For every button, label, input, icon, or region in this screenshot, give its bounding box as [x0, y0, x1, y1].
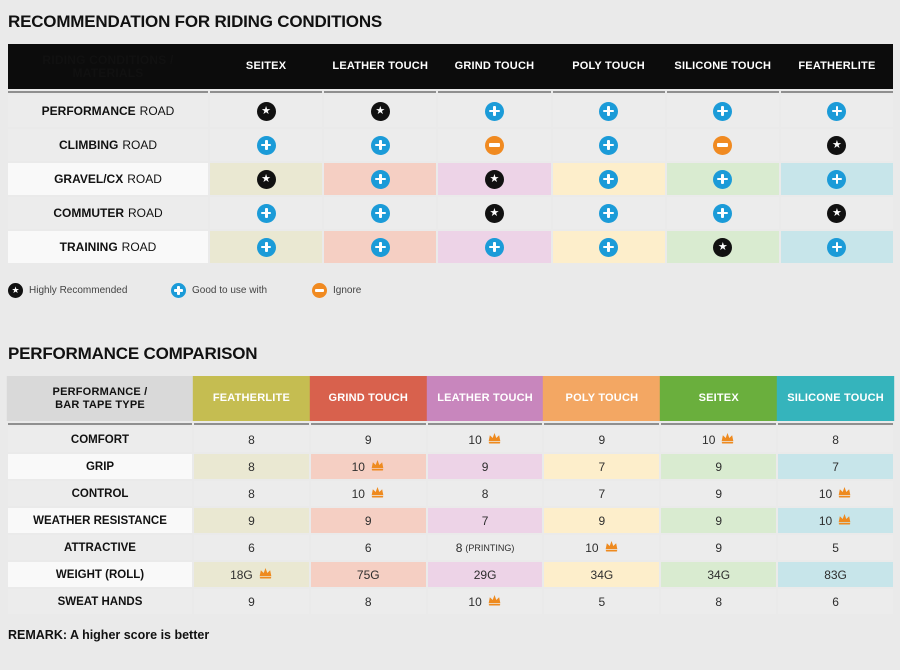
row-label: WEIGHT (ROLL)	[8, 562, 192, 587]
score-cell	[428, 427, 543, 452]
score-value: 9	[248, 594, 255, 609]
score-cell	[194, 589, 309, 614]
riding-conditions-title: RECOMMENDATION FOR RIDING CONDITIONS	[8, 12, 383, 31]
legend-item-plus	[171, 283, 270, 298]
score-cell	[311, 481, 426, 506]
header-divider	[8, 423, 893, 425]
row-label: WEATHER RESISTANCE	[8, 508, 192, 533]
recommendation-cell	[324, 231, 436, 263]
score-cell	[544, 481, 659, 506]
score-value: 34G	[707, 567, 731, 582]
column-header-leather-touch: LEATHER TOUCH	[332, 60, 429, 72]
score-cell	[661, 589, 776, 614]
row-label: GRIP	[8, 454, 192, 479]
score-value: 5	[832, 540, 839, 555]
score-value: 83G	[824, 567, 847, 582]
plus-icon	[827, 102, 846, 121]
divider-segment	[778, 423, 893, 425]
divider-segment	[544, 423, 659, 425]
score-value: 5	[598, 594, 606, 609]
recommendation-cell	[553, 197, 665, 229]
legend-item-star	[8, 283, 129, 298]
star-icon: ★	[827, 204, 846, 223]
performance-comparison-title: PERFORMANCE COMPARISON	[8, 344, 258, 363]
table-row-gravel-cx	[8, 163, 893, 195]
divider-segment	[667, 91, 779, 93]
table-row-comfort	[8, 427, 893, 452]
crown-icon	[720, 432, 735, 447]
recommendation-cell	[210, 197, 322, 229]
legend-label: Highly Recommended	[29, 285, 128, 296]
score-value: 8	[481, 486, 489, 501]
minus-icon	[713, 136, 732, 155]
recommendation-cell	[553, 95, 665, 127]
score-cell	[194, 562, 309, 587]
score-cell	[311, 589, 426, 614]
recommendation-cell	[781, 129, 893, 161]
score-cell	[661, 481, 776, 506]
column-header-leather-touch: LEATHER TOUCH	[428, 376, 543, 421]
score-cell	[778, 508, 893, 533]
score-cell	[428, 454, 543, 479]
plus-icon	[599, 204, 618, 223]
score-note: (PRINTING)	[465, 542, 515, 553]
plus-icon	[257, 238, 276, 257]
star-icon: ★	[257, 102, 276, 121]
column-header-seitex: SEITEX	[245, 60, 287, 72]
divider-segment	[781, 91, 893, 93]
recommendation-cell	[438, 197, 550, 229]
column-header-featherlite: FEATHERLITE	[798, 60, 876, 72]
legend	[8, 283, 893, 298]
crown-icon	[370, 486, 385, 501]
score-value: 8	[248, 432, 255, 447]
plus-icon	[257, 136, 276, 155]
row-label: SWEAT HANDS	[8, 589, 192, 614]
plus-icon	[485, 238, 504, 257]
score-cell	[661, 562, 776, 587]
plus-icon	[371, 136, 390, 155]
score-cell	[544, 562, 659, 587]
score-value: 10	[702, 432, 716, 447]
recommendation-cell	[438, 95, 550, 127]
divider-segment	[8, 423, 192, 425]
score-value: 9	[364, 432, 372, 447]
recommendation-cell	[210, 231, 322, 263]
divider-segment	[194, 423, 309, 425]
plus-icon	[371, 204, 390, 223]
plus-icon	[713, 204, 732, 223]
score-value: 10	[351, 459, 365, 474]
column-header-poly-touch: POLY TOUCH	[544, 376, 659, 421]
star-icon: ★	[371, 102, 390, 121]
score-cell	[661, 454, 776, 479]
score-cell	[311, 562, 426, 587]
score-cell	[311, 427, 426, 452]
plus-icon	[599, 102, 618, 121]
divider-segment	[553, 91, 665, 93]
plus-icon	[371, 170, 390, 189]
score-value: 29G	[473, 567, 497, 582]
score-value: 7	[598, 459, 606, 474]
minus-icon	[312, 283, 327, 298]
performance-header-row	[8, 376, 893, 421]
recommendation-cell	[324, 197, 436, 229]
score-value: 10	[818, 513, 833, 528]
score-cell	[544, 535, 659, 560]
star-icon: ★	[485, 204, 504, 223]
plus-icon	[599, 238, 618, 257]
score-cell	[661, 535, 776, 560]
divider-segment	[8, 91, 208, 93]
score-cell	[778, 454, 893, 479]
recommendation-cell	[324, 95, 436, 127]
recommendation-cell	[210, 163, 322, 195]
score-cell	[311, 535, 426, 560]
crown-icon	[604, 540, 619, 555]
recommendation-cell	[553, 129, 665, 161]
table-row-sweat-hands	[8, 589, 893, 614]
table-row-commuter	[8, 197, 893, 229]
row-label: COMMUTER ROAD	[8, 197, 208, 229]
score-cell	[428, 535, 543, 560]
minus-icon	[485, 136, 504, 155]
score-value: 7	[832, 459, 839, 474]
remark-note: REMARK: A higher score is better	[8, 628, 210, 642]
recommendation-cell	[781, 95, 893, 127]
riding-conditions-corner-header: RIDING CONDITIONS / MATERIALS	[42, 52, 174, 80]
performance-body	[8, 427, 893, 614]
score-cell	[311, 454, 426, 479]
table-row-performance	[8, 95, 893, 127]
recommendation-cell	[667, 231, 779, 263]
crown-icon	[487, 594, 502, 609]
recommendation-cell	[438, 231, 550, 263]
star-icon: ★	[8, 283, 23, 298]
divider-segment	[311, 423, 426, 425]
row-label: ATTRACTIVE	[8, 535, 192, 560]
score-cell	[778, 589, 893, 614]
header-divider	[8, 91, 893, 93]
score-cell	[778, 427, 893, 452]
row-label: TRAINING ROAD	[8, 231, 208, 263]
recommendation-cell	[438, 163, 550, 195]
score-value: 7	[481, 513, 489, 528]
score-value: 7	[598, 486, 606, 501]
crown-icon	[837, 513, 852, 528]
score-cell	[428, 589, 543, 614]
crown-icon	[837, 486, 852, 501]
legend-label: Good to use with	[192, 285, 268, 296]
score-value: 34G	[590, 567, 614, 582]
score-value: 9	[715, 486, 723, 501]
column-header-grind-touch: GRIND TOUCH	[311, 376, 426, 421]
column-header-silicone-touch: SILICONE TOUCH	[778, 376, 893, 421]
plus-icon	[171, 283, 186, 298]
table-row-weight-roll-	[8, 562, 893, 587]
column-header-silicone-touch: SILICONE TOUCH	[674, 60, 772, 72]
legend-item-minus	[312, 283, 361, 298]
plus-icon	[713, 170, 732, 189]
star-icon: ★	[257, 170, 276, 189]
score-value: 10	[818, 486, 833, 501]
score-cell	[428, 481, 543, 506]
score-cell	[544, 454, 659, 479]
score-cell	[778, 535, 893, 560]
crown-icon	[487, 432, 502, 447]
table-row-grip	[8, 454, 893, 479]
score-cell	[544, 427, 659, 452]
table-row-control	[8, 481, 893, 506]
recommendation-cell	[210, 95, 322, 127]
recommendation-cell	[667, 129, 779, 161]
score-value: 10	[585, 540, 599, 555]
row-label: CONTROL	[8, 481, 192, 506]
recommendation-cell	[553, 163, 665, 195]
plus-icon	[599, 170, 618, 189]
score-value: 8	[455, 540, 463, 555]
score-value: 8	[364, 594, 372, 609]
table-row-climbing	[8, 129, 893, 161]
recommendation-cell	[667, 197, 779, 229]
row-label: COMFORT	[8, 427, 192, 452]
divider-segment	[428, 423, 543, 425]
score-value: 6	[248, 540, 255, 555]
score-value: 8	[832, 432, 839, 447]
score-value: 9	[715, 513, 723, 528]
score-cell	[661, 427, 776, 452]
crown-icon	[370, 459, 385, 474]
recommendation-cell	[438, 129, 550, 161]
score-value: 6	[832, 594, 839, 609]
recommendation-cell	[210, 129, 322, 161]
plus-icon	[827, 170, 846, 189]
score-cell	[778, 562, 893, 587]
score-value: 10	[468, 594, 482, 609]
score-value: 6	[364, 540, 372, 555]
row-label: CLIMBING ROAD	[8, 129, 208, 161]
recommendation-cell	[324, 163, 436, 195]
score-value: 9	[481, 459, 489, 474]
plus-icon	[599, 136, 618, 155]
score-value: 75G	[356, 567, 380, 582]
score-value: 9	[598, 513, 606, 528]
divider-segment	[210, 91, 322, 93]
column-header-grind-touch: GRIND TOUCH	[454, 60, 535, 72]
column-header-featherlite: FEATHERLITE	[194, 376, 309, 421]
recommendation-cell	[781, 197, 893, 229]
legend-label: Ignore	[333, 285, 362, 296]
divider-segment	[661, 423, 776, 425]
score-value: 10	[351, 486, 365, 501]
recommendation-cell	[553, 231, 665, 263]
table-row-attractive	[8, 535, 893, 560]
riding-conditions-body	[8, 95, 893, 263]
score-value: 9	[598, 432, 606, 447]
score-value: 9	[364, 513, 372, 528]
recommendation-cell	[781, 163, 893, 195]
row-label: PERFORMANCE ROAD	[8, 95, 208, 127]
star-icon: ★	[827, 136, 846, 155]
score-cell	[544, 508, 659, 533]
score-cell	[194, 535, 309, 560]
plus-icon	[827, 238, 846, 257]
table-row-training	[8, 231, 893, 263]
score-cell	[544, 589, 659, 614]
star-icon: ★	[713, 238, 732, 257]
score-value: 8	[248, 486, 255, 501]
plus-icon	[371, 238, 390, 257]
score-cell	[661, 508, 776, 533]
divider-segment	[438, 91, 550, 93]
score-value: 8	[715, 594, 723, 609]
score-value: 8	[248, 459, 255, 474]
score-value: 9	[715, 459, 723, 474]
score-cell	[428, 562, 543, 587]
plus-icon	[257, 204, 276, 223]
divider-segment	[324, 91, 436, 93]
score-cell	[194, 508, 309, 533]
score-value: 10	[468, 432, 482, 447]
crown-icon	[258, 567, 273, 582]
score-cell	[194, 454, 309, 479]
riding-conditions-header-row	[8, 44, 893, 89]
score-value: 9	[248, 513, 255, 528]
recommendation-cell	[781, 231, 893, 263]
plus-icon	[485, 102, 504, 121]
score-cell	[194, 427, 309, 452]
table-row-weather-resistance	[8, 508, 893, 533]
score-value: 9	[715, 540, 723, 555]
recommendation-cell	[324, 129, 436, 161]
plus-icon	[713, 102, 732, 121]
riding-conditions-table	[8, 44, 893, 263]
performance-comparison-table	[8, 376, 893, 614]
recommendation-cell	[667, 95, 779, 127]
performance-corner-header: PERFORMANCE / BAR TAPE TYPE	[8, 376, 192, 421]
recommendation-cell	[667, 163, 779, 195]
score-cell	[311, 508, 426, 533]
row-label: GRAVEL/CX ROAD	[8, 163, 208, 195]
star-icon: ★	[485, 170, 504, 189]
column-header-poly-touch: POLY TOUCH	[572, 60, 645, 72]
score-value: 18G	[230, 567, 253, 582]
column-header-seitex: SEITEX	[661, 376, 776, 421]
score-cell	[778, 481, 893, 506]
score-cell	[194, 481, 309, 506]
score-cell	[428, 508, 543, 533]
